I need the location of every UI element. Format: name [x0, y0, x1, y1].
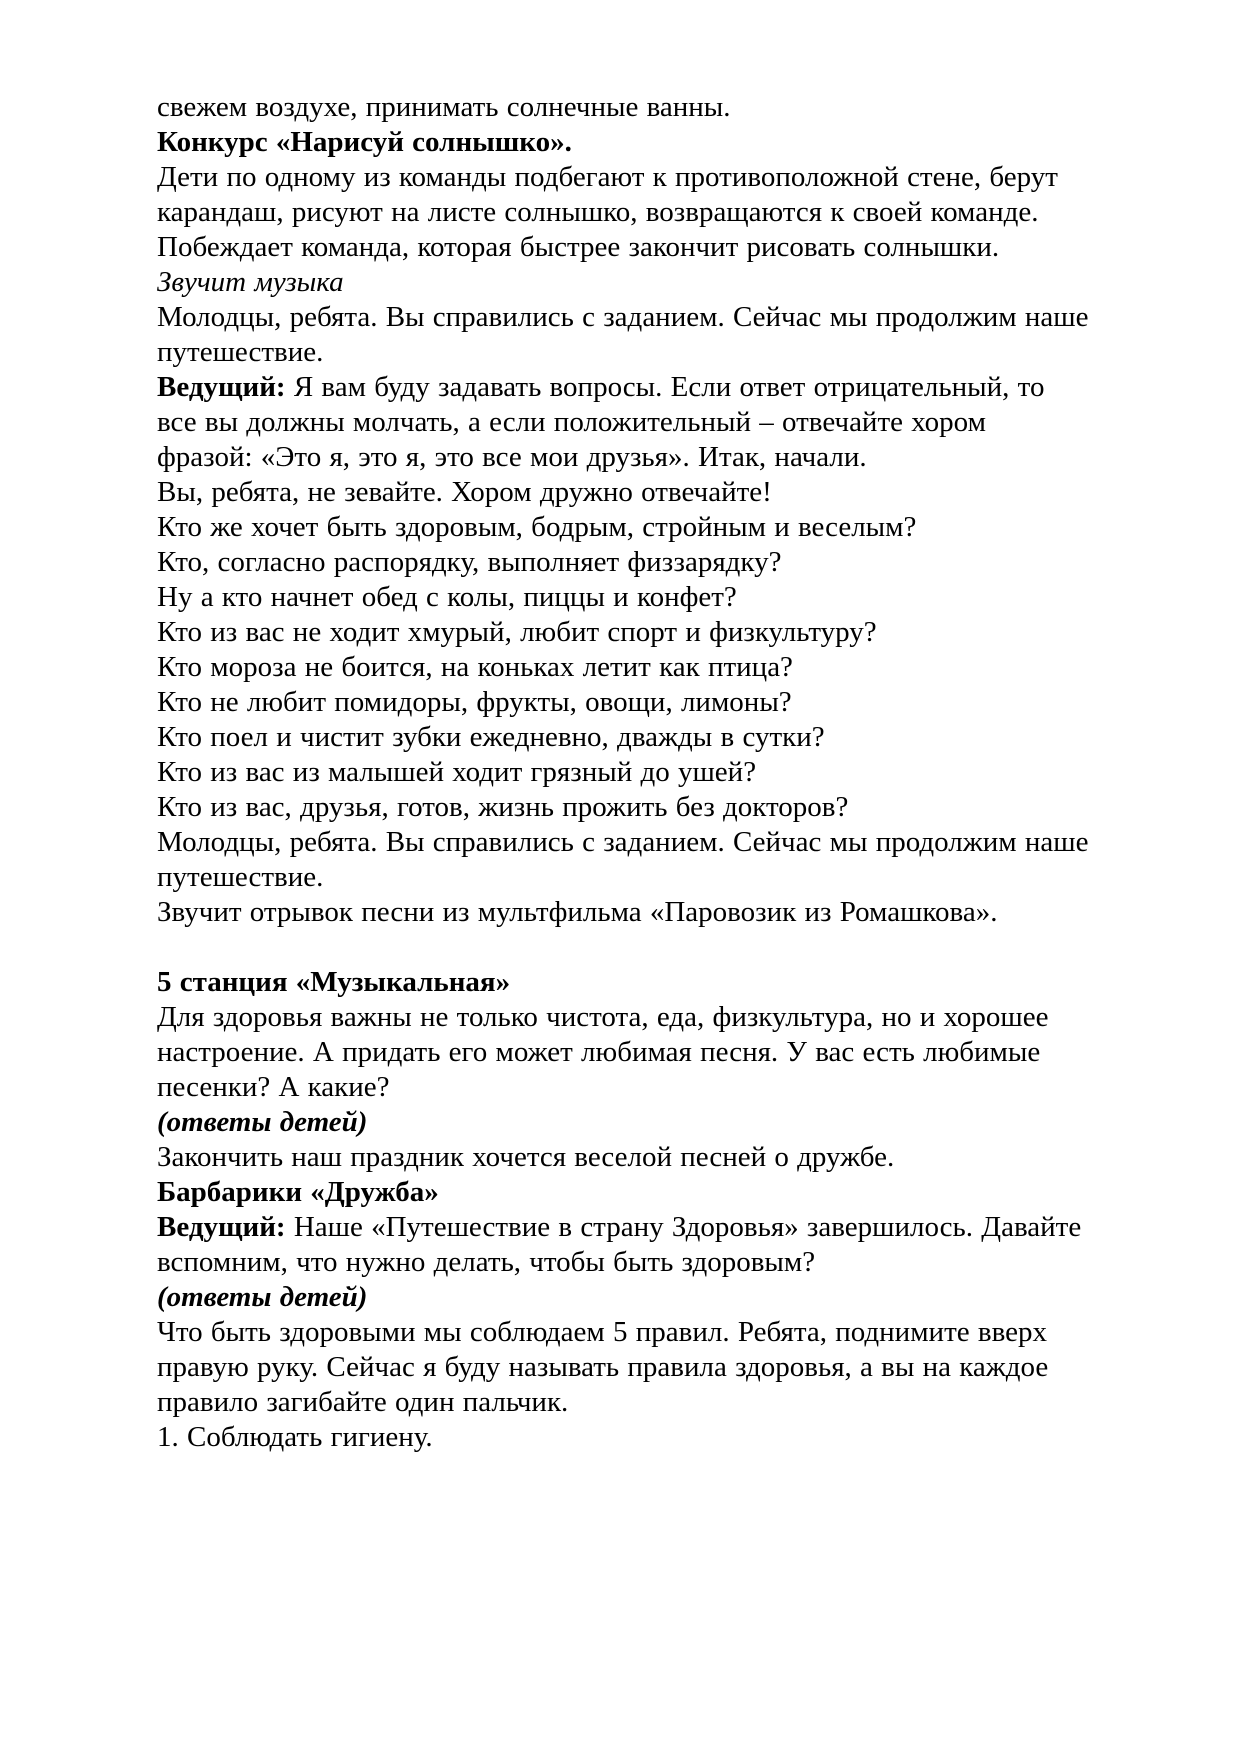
text-run: Кто из вас, друзья, готов, жизнь прожить без докторов?	[157, 791, 849, 823]
text-run: Звучит отрывок песни из мультфильма «Паровозик из Ромашкова».	[157, 896, 998, 928]
text-run: Для здоровья важны не только чистота, еда, физкультура, но и хорошее настроение. А придать его может любимая песня. У вас есть любимые песенки? А какие?	[157, 1001, 1049, 1103]
text-run: Наше «Путешествие в страну Здоровья» завершилось. Давайте вспомним, что нужно делать, чтобы быть здоровым?	[157, 1211, 1082, 1278]
paragraph	[157, 720, 1089, 755]
text-run: (ответы детей)	[157, 1106, 368, 1138]
text-run: Ведущий:	[157, 1211, 286, 1243]
paragraph	[157, 580, 1089, 615]
text-run: Кто же хочет быть здоровым, бодрым, стройным и веселым?	[157, 511, 917, 543]
paragraph	[157, 685, 1089, 720]
paragraph	[157, 1315, 1089, 1420]
text-run: Кто из вас не ходит хмурый, любит спорт и физкультуру?	[157, 616, 877, 648]
paragraph	[157, 1420, 1089, 1455]
paragraph	[157, 755, 1089, 790]
document-body	[157, 90, 1089, 1455]
text-run: Закончить наш праздник хочется веселой песней о дружбе.	[157, 1141, 895, 1173]
text-run: Молодцы, ребята. Вы справились с заданием. Сейчас мы продолжим наше путешествие.	[157, 826, 1089, 893]
paragraph	[157, 160, 1089, 230]
paragraph	[157, 510, 1089, 545]
text-run: Кто не любит помидоры, фрукты, овощи, лимоны?	[157, 686, 792, 718]
text-run: Звучит музыка	[157, 266, 344, 298]
text-run: Барбарики «Дружба»	[157, 1176, 439, 1208]
paragraph	[157, 790, 1089, 825]
paragraph	[157, 475, 1089, 510]
paragraph	[157, 615, 1089, 650]
text-run: Что быть здоровыми мы соблюдаем 5 правил. Ребята, поднимите вверх правую руку. Сейчас я буду называть правила здоровья, а вы на каждое правило загибайте один пальчик.	[157, 1316, 1049, 1418]
paragraph	[157, 1280, 1089, 1315]
paragraph	[157, 90, 1089, 125]
text-run: Ну а кто начнет обед с колы, пиццы и конфет?	[157, 581, 737, 613]
paragraph	[157, 1140, 1089, 1175]
paragraph	[157, 1175, 1089, 1210]
paragraph	[157, 265, 1089, 300]
paragraph	[157, 1210, 1089, 1280]
text-run: Дети по одному из команды подбегают к противоположной стене, берут карандаш, рисуют на листе солнышко, возвращаются к своей команде.	[157, 161, 1058, 228]
paragraph	[157, 300, 1089, 370]
text-run: Я вам буду задавать вопросы. Если ответ отрицательный, то все вы должны молчать, а если положительный – отвечайте хором фразой: «Это я, это я, это все мои друзья». Итак, начали.	[157, 371, 1045, 473]
text-run: Кто из вас из малышей ходит грязный до ушей?	[157, 756, 757, 788]
text-run: Кто, согласно распорядку, выполняет физзарядку?	[157, 546, 782, 578]
text-run: Вы, ребята, не зевайте. Хором дружно отвечайте!	[157, 476, 772, 508]
empty-paragraph	[157, 930, 1089, 965]
paragraph	[157, 1105, 1089, 1140]
paragraph	[157, 230, 1089, 265]
paragraph	[157, 965, 1089, 1000]
paragraph	[157, 895, 1089, 930]
text-run: 5 станция «Музыкальная»	[157, 966, 511, 998]
paragraph	[157, 125, 1089, 160]
text-run: 1. Соблюдать гигиену.	[157, 1421, 433, 1453]
paragraph	[157, 370, 1089, 475]
paragraph	[157, 825, 1089, 895]
text-run: Ведущий:	[157, 371, 286, 403]
text-run: (ответы детей)	[157, 1281, 368, 1313]
paragraph	[157, 1000, 1089, 1105]
text-run: свежем воздухе, принимать солнечные ванны.	[157, 91, 731, 123]
text-run: Конкурс «Нарисуй солнышко».	[157, 126, 572, 158]
text-run: Кто поел и чистит зубки ежедневно, дважды в сутки?	[157, 721, 825, 753]
text-run: Кто мороза не боится, на коньках летит как птица?	[157, 651, 793, 683]
text-run: Молодцы, ребята. Вы справились с заданием. Сейчас мы продолжим наше путешествие.	[157, 301, 1089, 368]
text-run: Побеждает команда, которая быстрее закончит рисовать солнышки.	[157, 231, 1000, 263]
paragraph	[157, 650, 1089, 685]
paragraph	[157, 545, 1089, 580]
